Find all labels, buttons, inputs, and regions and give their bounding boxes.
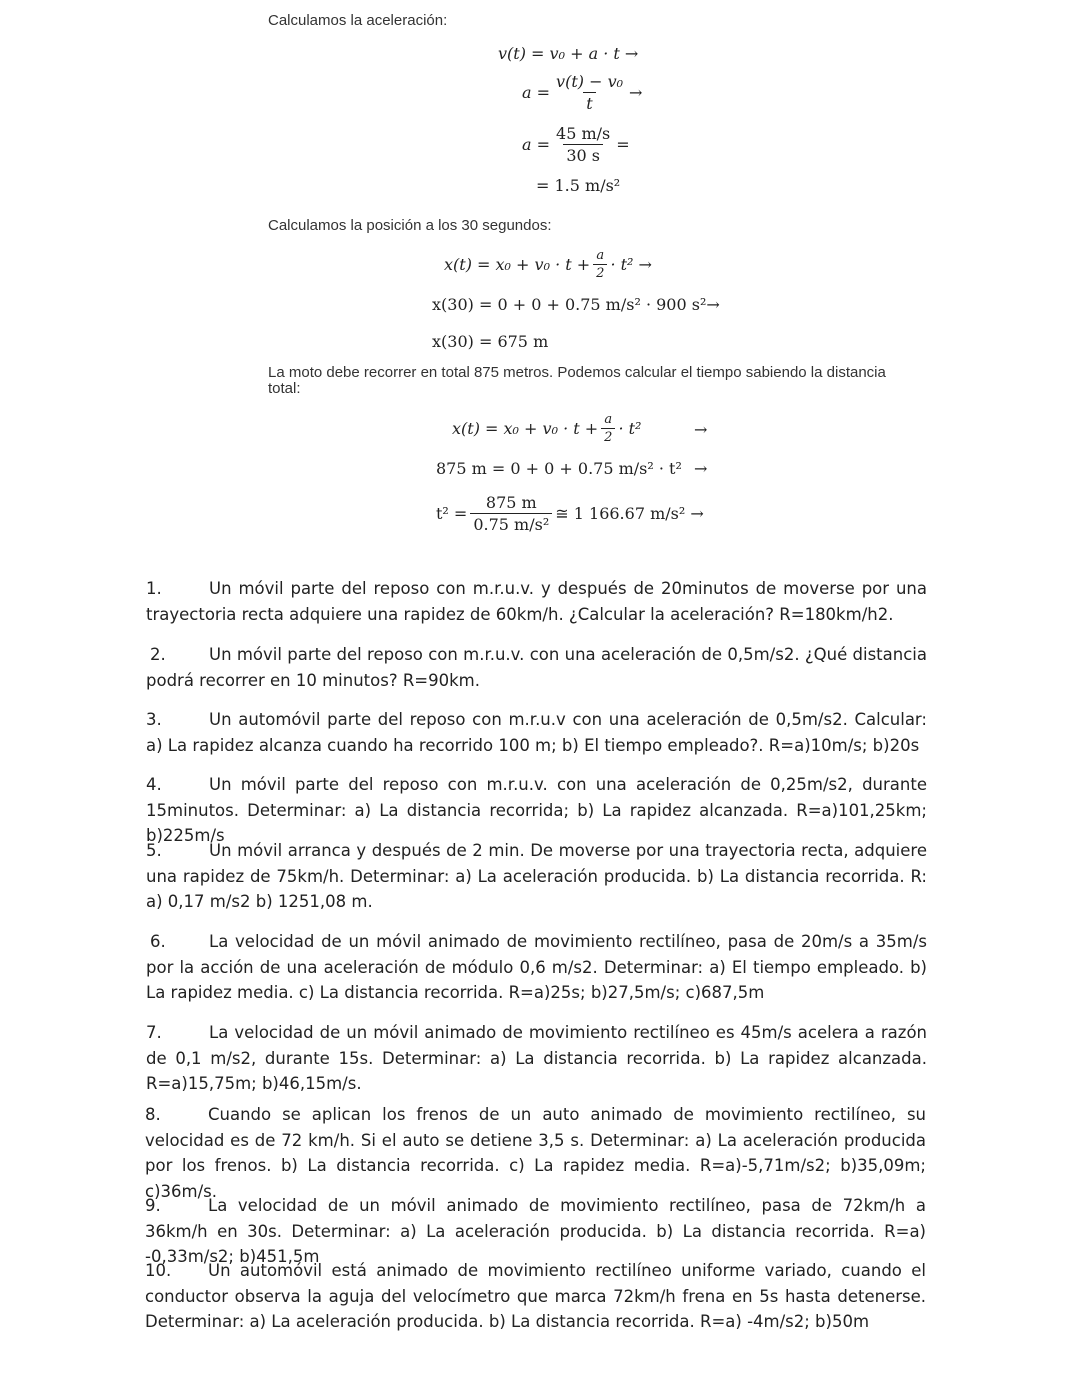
exercise-number: 5. <box>146 841 162 860</box>
exercise-number: 1. <box>146 579 162 598</box>
accel-eq-velocity: v(t) = v₀ + a · t → <box>498 44 639 63</box>
exercise-text: Un móvil parte del reposo con m.r.u.v. y después de 20minutos de moverse por una trayectoria recta adquiere una rapidez de 60km/h. ¿Calcular la aceleración? R=180km/h2. <box>146 579 927 624</box>
position-eq-formula-lhs: x(t) = x₀ + v₀ · t + <box>444 255 591 274</box>
position-eq-formula <box>444 248 652 281</box>
position-eq-formula-rhs: · t² → <box>610 255 652 274</box>
exercise-number: 9. <box>145 1196 161 1215</box>
accel-eq-formula-lhs: a = <box>522 83 551 102</box>
time-eq-solution-numerator: 875 m <box>485 493 537 512</box>
exercise-number: 10. <box>145 1261 172 1280</box>
accel-heading: Calculamos la aceleración: <box>268 12 448 29</box>
exercise-2 <box>146 642 927 693</box>
exercise-text: Cuando se aplican los frenos de un auto animado de movimiento rectilíneo, su velocidad es de 72 km/h. Si el auto se detiene 3,5 s. Determinar: a) La aceleración producida por los frenos. b) La distancia recorrida. c) La rapidez media. R=a)-5,71m/s2; b)35,09m; c)36m/s. <box>145 1105 926 1201</box>
time-eq-formula-denominator: 2 <box>601 428 615 445</box>
exercise-1 <box>146 576 927 627</box>
accel-eq-substitution-numerator: 45 m/s <box>556 124 611 143</box>
time-eq-formula-numerator: a <box>604 412 613 427</box>
exercise-5 <box>146 838 927 915</box>
position-eq-formula-denominator: 2 <box>593 264 607 281</box>
exercise-text: Un automóvil parte del reposo con m.r.u.v con una aceleración de 0,5m/s2. Calcular: a) La rapidez alcanza cuando ha recorrido 100 m; b) El tiempo empleado?. R=a)10m/s; b)20s <box>146 710 927 755</box>
exercise-3 <box>146 707 927 758</box>
exercise-text: La velocidad de un móvil animado de movimiento rectilíneo es 45m/s acelera a razón de 0,1 m/s2, durante 15s. Determinar: a) La distancia recorrida. b) La rapidez alcanzada. R=a)15,75m; b)46,15m/s. <box>146 1023 927 1093</box>
accel-eq-substitution-denominator: 30 s <box>563 144 603 165</box>
time-paragraph: La moto debe recorrer en total 875 metros. Podemos calcular el tiempo sabiendo la distancia total: <box>268 364 886 397</box>
time-eq-formula <box>452 412 641 445</box>
exercise-10 <box>145 1258 926 1335</box>
time-eq-formula-lhs: x(t) = x₀ + v₀ · t + <box>452 419 599 438</box>
exercise-7 <box>146 1020 927 1097</box>
position-heading: Calculamos la posición a los 30 segundos: <box>268 217 552 234</box>
exercise-number: 6. <box>150 932 166 951</box>
time-eq-substitution: 875 m = 0 + 0 + 0.75 m/s² · t² <box>436 459 682 478</box>
time-eq-substitution-arrow: → <box>694 459 708 478</box>
exercise-8 <box>145 1102 926 1204</box>
exercise-number: 8. <box>145 1105 161 1124</box>
position-eq-result: x(30) = 675 m <box>432 332 549 351</box>
accel-eq-substitution-equals: = <box>616 135 630 154</box>
accel-eq-formula-numerator: v(t) − v₀ <box>556 72 624 91</box>
exercise-6 <box>146 929 927 1006</box>
exercise-number: 7. <box>146 1023 162 1042</box>
time-eq-solution-result: ≅ 1 166.67 m/s² → <box>555 504 704 523</box>
time-eq-formula-arrow: → <box>694 420 708 439</box>
exercise-number: 4. <box>146 775 162 794</box>
accel-eq-formula-arrow: → <box>629 83 643 102</box>
exercise-number: 3. <box>146 710 162 729</box>
accel-eq-formula <box>522 72 642 113</box>
exercise-text: Un móvil parte del reposo con m.r.u.v. con una aceleración de 0,5m/s2. ¿Qué distancia podrá recorrer en 10 minutos? R=90km. <box>146 645 927 690</box>
time-eq-solution-lhs: t² = <box>436 504 468 523</box>
exercise-text: Un automóvil está animado de movimiento rectilíneo uniforme variado, cuando el conductor observa la aguja del velocímetro que marca 72km/h frena en 5s hasta detenerse. Determinar: a) La aceleración producida. b) La distancia recorrida. R=a) -4m/s2; b)50m <box>145 1261 926 1331</box>
accel-eq-substitution-lhs: a = <box>522 135 551 154</box>
exercise-number: 2. <box>150 645 166 664</box>
time-eq-solution <box>436 493 704 534</box>
exercise-text: La velocidad de un móvil animado de movimiento rectilíneo, pasa de 20m/s a 35m/s por la acción de una aceleración de módulo 0,6 m/s2. Determinar: a) El tiempo empleado. b) La rapidez media. c) La distancia recorrida. R=a)25s; b)27,5m/s; c)687,5m <box>146 932 927 1002</box>
accel-eq-result: = 1.5 m/s² <box>536 176 621 195</box>
time-eq-formula-rhs: · t² <box>618 419 642 438</box>
exercise-text: Un móvil parte del reposo con m.r.u.v. con una aceleración de 0,25m/s2, durante 15minutos. Determinar: a) La distancia recorrida; b) La rapidez alcanzada. R=a)101,25km; b)225m/s <box>146 775 927 845</box>
exercise-text: Un móvil arranca y después de 2 min. De moverse por una trayectoria recta, adquiere una rapidez de 75km/h. Determinar: a) La aceleración producida. b) La distancia recorrida. R: a) 0,17 m/s2 b) 1251,08 m. <box>146 841 927 911</box>
position-eq-formula-numerator: a <box>596 248 605 263</box>
time-eq-solution-denominator: 0.75 m/s² <box>470 513 552 534</box>
accel-eq-formula-denominator: t <box>583 92 595 113</box>
exercise-text: La velocidad de un móvil animado de movimiento rectilíneo, pasa de 72km/h a 36km/h en 30s. Determinar: a) La aceleración producida. b) La distancia recorrida. R=a) -0,33m/s2; b)451,5m <box>145 1196 926 1266</box>
position-eq-substitution: x(30) = 0 + 0 + 0.75 m/s² · 900 s²→ <box>432 295 720 314</box>
accel-eq-substitution <box>522 124 630 165</box>
